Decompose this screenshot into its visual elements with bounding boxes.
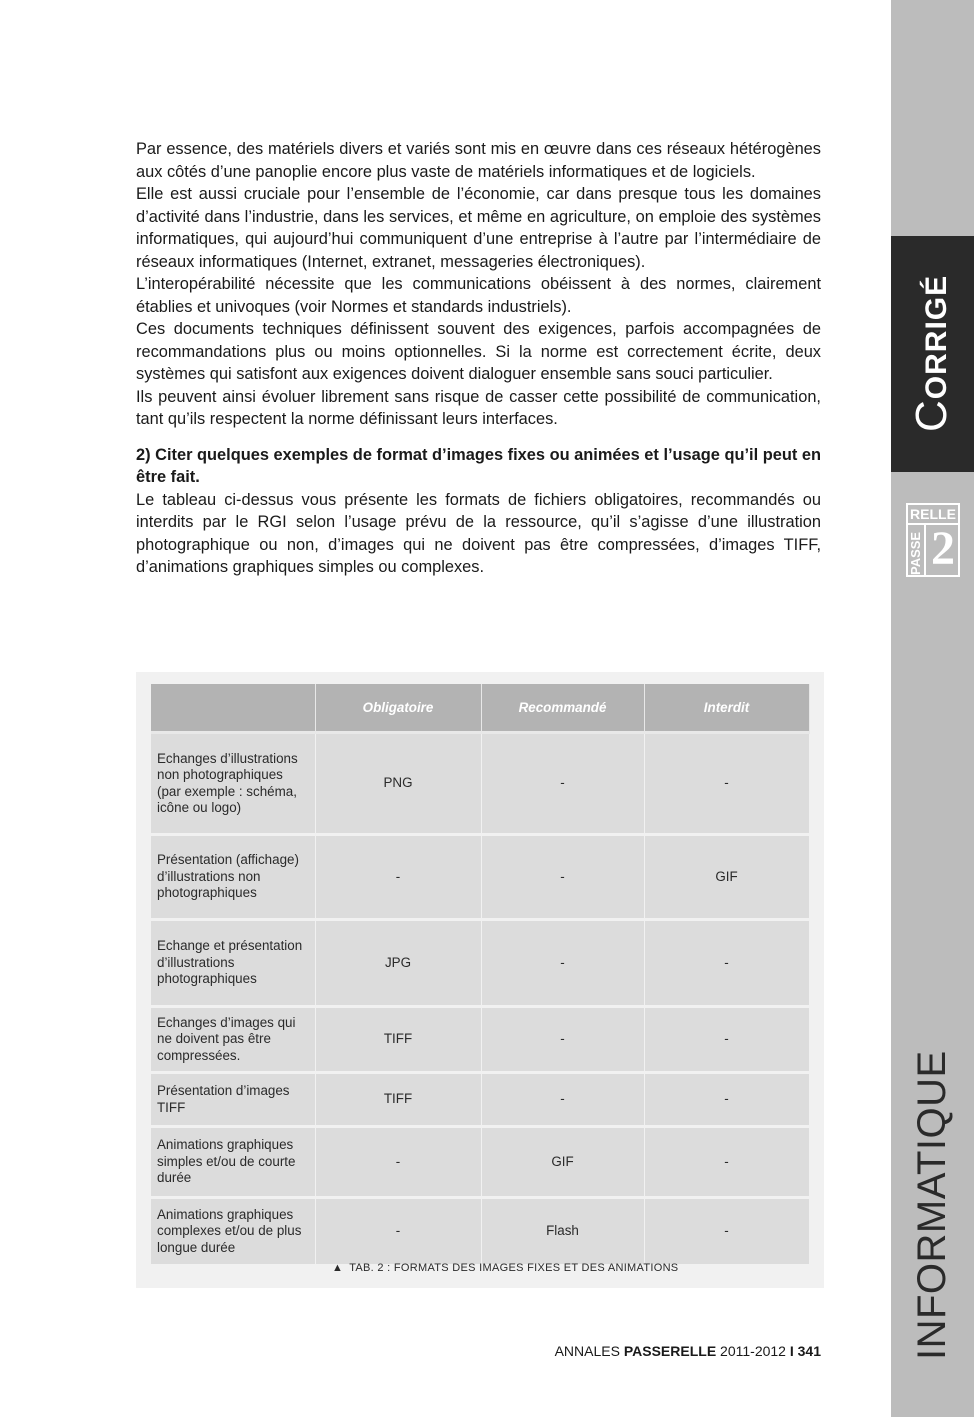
table-row: [151, 835, 809, 920]
subject-label: INFORMATIQUE: [910, 1050, 954, 1360]
recommande-cell: -: [481, 835, 644, 920]
paragraph: L’interopérabilité nécessite que les communications obéissent à des normes, clairement établies et univoques (voir Normes et standards industriels).: [136, 275, 821, 316]
interdit-cell: -: [644, 920, 809, 1007]
paragraph: Ces documents techniques définissent souvent des exigences, parfois accompagnées de recommandations plus ou moins optionnelles. Si la norme est correctement écrite, deux systèmes qui satisfont aux exigences doivent dialoguer ensemble sans souci particulier.: [136, 320, 821, 383]
interdit-cell: -: [644, 1127, 809, 1198]
side-band: [891, 0, 974, 1417]
formats-table: [151, 684, 810, 1267]
table-row: [151, 733, 809, 835]
paragraph: Elle est aussi cruciale pour l’ensemble de l’économie, car dans presque tous les domaines d’activité dans l’industrie, dans les services, et même en agriculture, on emploie des systèmes informatiques, qui aujourd’hui communiquent d’une entreprise à l’autre par l’intermédiaire de réseaux informatiques (Internet, extranet, messageries électroniques).: [136, 185, 821, 271]
obligatoire-cell: -: [315, 835, 481, 920]
usage-cell: Echange et présentation d’illustrations photographiques: [151, 920, 315, 1007]
answer-intro: Le tableau ci-dessus vous présente les formats de fichiers obligatoires, recommandés ou interdits par le RGI selon l’usage prévu de la ressource, qu’il s’agisse d’une illustration photographique ou non, d’images qui ne doivent pas être compressées, d’images TIFF, d’animations graphiques simples ou complexes.: [136, 490, 821, 576]
obligatoire-cell: TIFF: [315, 1007, 481, 1073]
usage-cell: Présentation (affichage) d’illustrations non photographiques: [151, 835, 315, 920]
footer-brand: PASSERELLE: [623, 1343, 717, 1359]
usage-cell: Echanges d’illustrations non photographiques (par exemple : schéma, icône ou logo): [151, 733, 315, 835]
usage-cell: Echanges d’images qui ne doivent pas être compressées.: [151, 1007, 315, 1073]
paragraph: Par essence, des matériels divers et variés sont mis en œuvre dans ces réseaux hétérogènes aux côtés d’une panoplie encore plus vaste de matériels informatiques et de logiciels.: [136, 140, 821, 181]
table-row: [151, 1007, 809, 1073]
table-row: [151, 1127, 809, 1198]
obligatoire-cell: -: [315, 1198, 481, 1266]
logo-passe-text: PASSE: [908, 531, 923, 575]
usage-cell: Animations graphiques complexes et/ou de plus longue durée: [151, 1198, 315, 1266]
usage-cell: Présentation d’images TIFF: [151, 1073, 315, 1127]
table-caption-text: TAB. 2 : FORMATS DES IMAGES FIXES ET DES ANIMATIONS: [349, 1262, 679, 1274]
interdit-cell: -: [644, 1073, 809, 1127]
logo-number: 2: [924, 523, 960, 575]
table-row: [151, 920, 809, 1007]
question-heading: 2) Citer quelques exemples de format d’images fixes ou animées et l’usage qu’il peut en être fait.: [136, 445, 821, 486]
header-obligatoire: Obligatoire: [315, 684, 481, 733]
header-recommande: Recommandé: [481, 684, 644, 733]
footer-separator: I: [789, 1343, 794, 1359]
corrige-block: [891, 236, 974, 472]
header-interdit: Interdit: [644, 684, 809, 733]
interdit-cell: GIF: [644, 835, 809, 920]
formats-table-figure: [136, 672, 824, 1288]
recommande-cell: -: [481, 1007, 644, 1073]
passerelle-2-logo: [906, 503, 960, 577]
table-row: [151, 1073, 809, 1127]
logo-relle-text: RELLE: [908, 505, 958, 525]
obligatoire-cell: TIFF: [315, 1073, 481, 1127]
table-header-row: [151, 684, 809, 733]
recommande-cell: -: [481, 733, 644, 835]
usage-cell: Animations graphiques simples et/ou de courte durée: [151, 1127, 315, 1198]
interdit-cell: -: [644, 733, 809, 835]
obligatoire-cell: PNG: [315, 733, 481, 835]
footer-prefix: ANNALES: [554, 1343, 624, 1359]
obligatoire-cell: JPG: [315, 920, 481, 1007]
triangle-icon: ▲: [332, 1262, 344, 1274]
interdit-cell: -: [644, 1007, 809, 1073]
table-caption: [332, 1262, 678, 1274]
recommande-cell: -: [481, 920, 644, 1007]
footer-years: 2011-2012: [716, 1343, 790, 1359]
paragraph: Ils peuvent ainsi évoluer librement sans risque de casser cette possibilité de communication, tant qu’ils respectent la norme définissant leurs interfaces.: [136, 387, 821, 428]
recommande-cell: GIF: [481, 1127, 644, 1198]
header-usage: [151, 684, 315, 733]
body-text: [136, 138, 821, 579]
page-footer: [531, 1343, 821, 1359]
recommande-cell: Flash: [481, 1198, 644, 1266]
recommande-cell: -: [481, 1073, 644, 1127]
page-number: 341: [793, 1343, 821, 1359]
interdit-cell: -: [644, 1198, 809, 1266]
corrige-label: CORRIGÉ: [907, 274, 956, 432]
table-row: [151, 1198, 809, 1266]
obligatoire-cell: -: [315, 1127, 481, 1198]
